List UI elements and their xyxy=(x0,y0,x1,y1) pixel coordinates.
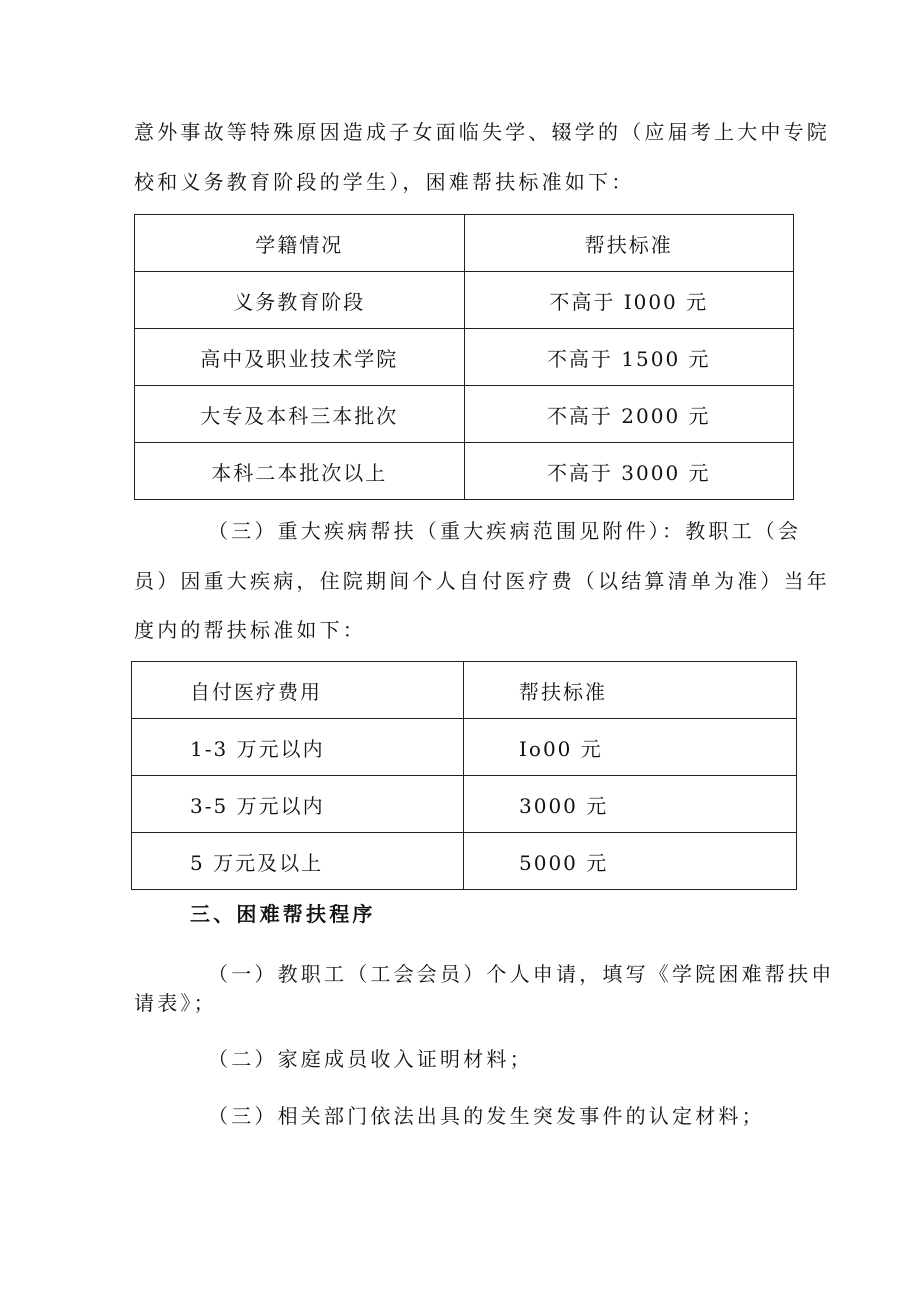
table-cell: Io00 元 xyxy=(464,719,797,776)
paragraph-line: 员）因重大疾病，住院期间个人自付医疗费（以结算清单为准）当年 xyxy=(134,569,830,593)
table-row xyxy=(132,776,797,833)
education-aid-table xyxy=(134,214,794,500)
table-row xyxy=(135,329,794,386)
table-row xyxy=(135,443,794,500)
table-header-cell: 帮扶标准 xyxy=(464,215,794,272)
paragraph-line: （一）教职工（工会会员）个人申请，填写《学院困难帮扶申 xyxy=(208,962,835,986)
table-cell: 义务教育阶段 xyxy=(135,272,465,329)
paragraph-line: 请表》； xyxy=(134,991,217,1015)
table-cell: 本科二本批次以上 xyxy=(135,443,465,500)
table-header-cell: 学籍情况 xyxy=(135,215,465,272)
table-header-row xyxy=(135,215,794,272)
table-cell: 3-5 万元以内 xyxy=(132,776,464,833)
table-row xyxy=(132,719,797,776)
table-row xyxy=(132,833,797,890)
paragraph-line: 度内的帮扶标准如下： xyxy=(134,618,366,642)
table-row xyxy=(135,272,794,329)
paragraph-line: 意外事故等特殊原因造成子女面临失学、辍学的（应届考上大中专院 xyxy=(134,120,830,144)
paragraph-line: 校和义务教育阶段的学生），困难帮扶标准如下： xyxy=(134,170,635,194)
paragraph-line: （三）相关部门依法出具的发生突发事件的认定材料； xyxy=(208,1104,765,1128)
table-cell: 不高于 2000 元 xyxy=(464,386,794,443)
table-row xyxy=(135,386,794,443)
table-cell: 不高于 I000 元 xyxy=(464,272,794,329)
table-header-cell: 自付医疗费用 xyxy=(132,662,464,719)
table-cell: 5000 元 xyxy=(464,833,797,890)
table-cell: 5 万元及以上 xyxy=(132,833,464,890)
table-header-row xyxy=(132,662,797,719)
paragraph-line: （二）家庭成员收入证明材料； xyxy=(208,1047,533,1071)
table-cell: 1-3 万元以内 xyxy=(132,719,464,776)
paragraph-line: （三）重大疾病帮扶（重大疾病范围见附件）：教职工（会 xyxy=(208,519,802,543)
table-cell: 不高于 1500 元 xyxy=(464,329,794,386)
table-cell: 大专及本科三本批次 xyxy=(135,386,465,443)
table-header-cell: 帮扶标准 xyxy=(464,662,797,719)
table-cell: 3000 元 xyxy=(464,776,797,833)
medical-aid-table xyxy=(131,661,797,890)
table-cell: 高中及职业技术学院 xyxy=(135,329,465,386)
section-heading: 三、困难帮扶程序 xyxy=(190,902,376,926)
table-cell: 不高于 3000 元 xyxy=(464,443,794,500)
